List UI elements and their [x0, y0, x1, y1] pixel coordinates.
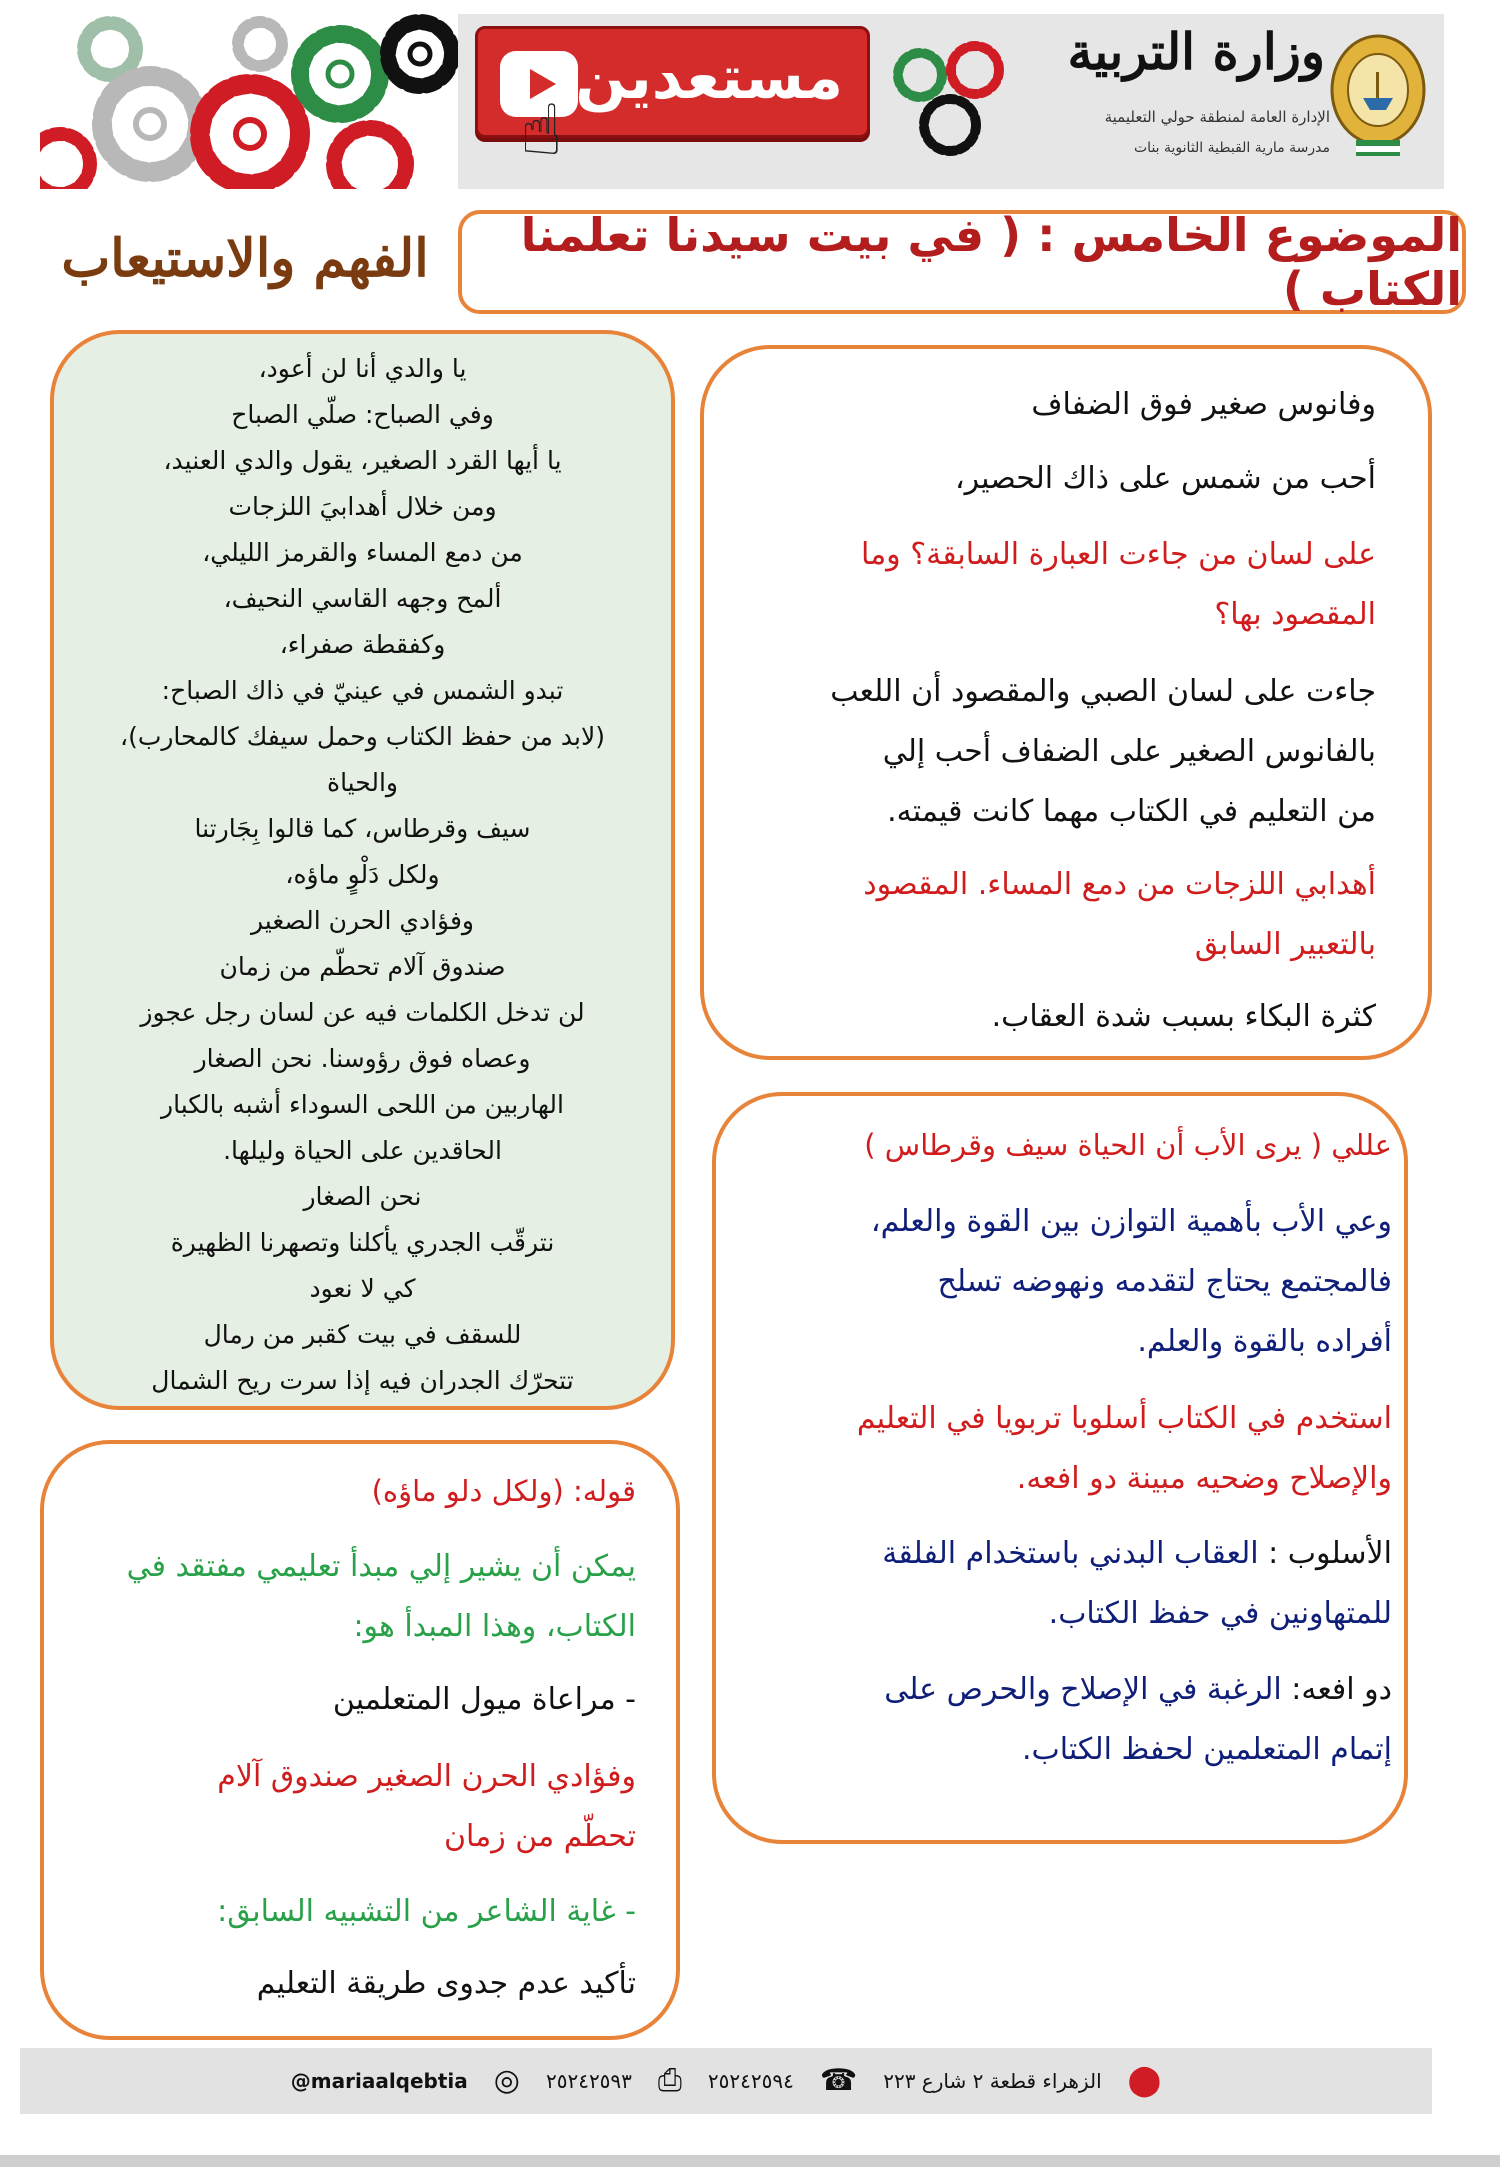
poem-line: كي لا نعود — [309, 1274, 416, 1303]
footer-fax: ٢٥٢٤٢٥٩٣ — [545, 2069, 632, 2093]
footer-phone: ٢٥٢٤٢٥٩٤ — [707, 2069, 794, 2093]
method-label: الأسلوب : — [1258, 1536, 1392, 1571]
poem-line: (لابد من حفظ الكتاب وحمل سيفك كالمحارب)، — [120, 722, 605, 751]
poem-line: ومن خلال أهدابيَ اللزجات — [228, 492, 497, 521]
motive-label: دو افعه: — [1281, 1672, 1392, 1707]
answer-1-line-3: من التعليم في الكتاب مهما كانت قيمته. — [887, 794, 1376, 829]
method-question-line-1: استخدم في الكتاب أسلوبا تربويا في التعليم — [856, 1401, 1392, 1436]
gears-icon — [40, 14, 458, 189]
verse-line-1: وفانوس صغير فوق الضفاف — [1031, 387, 1376, 422]
poem-line: والحياة — [326, 768, 399, 797]
reason-answer-line-1: وعي الأب بأهمية التوازن بين القوة والعلم، — [870, 1204, 1392, 1239]
principle-answer: - مراعاة ميول المتعلمين — [332, 1682, 636, 1717]
reason-answer-line-3: أفراده بالقوة والعلم. — [1137, 1324, 1392, 1359]
poem-line: لن تدخل الكلمات فيه عن لسان رجل عجوز — [140, 998, 585, 1027]
question-1-line-2: المقصود بها؟ — [1214, 597, 1376, 632]
location-pin-icon: ⬤ — [1127, 2063, 1162, 2098]
principle-question-line-1: يمكن أن يشير إلي مبدأ تعليمي مفتقد في — [126, 1549, 636, 1584]
answer-1-line-1: جاءت على لسان الصبي والمقصود أن اللعب — [830, 674, 1376, 709]
poem-line: سيف وقرطاس، كما قالوا بِجَارتنا — [194, 814, 531, 843]
ministry-title: وزارة التربية — [1067, 22, 1325, 81]
kuwait-emblem-icon — [1318, 28, 1438, 168]
question-2-line-2: بالتعبير السابق — [1194, 927, 1376, 962]
question-1-line-1: على لسان من جاءت العبارة السابقة؟ وما — [860, 537, 1376, 572]
simile-line-1: وفؤادي الحرن الصغير صندوق آلام — [217, 1759, 636, 1794]
question-box-1 — [700, 345, 1432, 1060]
verse-line-2: أحب من شمس على ذاك الحصير، — [954, 461, 1376, 496]
section-label: الفهم والاستيعاب — [61, 228, 429, 289]
poem-line: وكفقطة صفراء، — [279, 630, 446, 659]
poem-line: صندوق آلام تحطّم من زمان — [219, 952, 506, 981]
purpose-question: - غاية الشاعر من التشبيه السابق: — [217, 1894, 636, 1929]
quote-heading: قوله: (ولكل دلو ماؤه) — [371, 1474, 636, 1508]
poem-line: ألمح وجهه القاسي النحيف، — [223, 584, 502, 613]
gear-logo-icon — [880, 30, 1020, 170]
method-question-line-2: والإصلاح وضحيه مبينة دو افعه. — [1016, 1461, 1392, 1496]
footer-bar — [20, 2048, 1432, 2114]
footer-address: الزهراء قطعة ٢ شارع ٢٢٣ — [883, 2069, 1102, 2093]
lesson-title: الموضوع الخامس : ( في بيت سيدنا تعلمنا الكتاب ) — [458, 210, 1466, 314]
motive-line-2: إتمام المتعلمين لحفظ الكتاب. — [1021, 1732, 1392, 1767]
poem-line: تتحرّك الجدران فيه إذا سرت ريح الشمال — [151, 1366, 574, 1395]
principle-question-line-2: الكتاب، وهذا المبدأ هو: — [353, 1609, 636, 1644]
fax-icon: ⎙ — [657, 2063, 682, 2098]
simile-line-2: تحطّم من زمان — [444, 1819, 636, 1854]
reason-question: عللي ( يرى الأب أن الحياة سيف وقرطاس ) — [864, 1128, 1392, 1162]
poem-line: للسقف في بيت كقبر من رمال — [203, 1320, 522, 1349]
school-name: مدرسة مارية القبطية الثانوية بنات — [1134, 140, 1330, 156]
poem-box — [50, 330, 675, 1410]
method-text: العقاب البدني باستخدام الفلقة — [882, 1536, 1259, 1571]
bottom-divider — [0, 2155, 1500, 2167]
motive-line-1 — [884, 1672, 1392, 1707]
gears-decoration — [40, 14, 458, 189]
answer-1-line-2: بالفانوس الصغير على الضفاف أحب إلي — [882, 734, 1376, 769]
poem-line: نترقّب الجدري يأكلنا وتصهرنا الظهيرة — [170, 1228, 555, 1257]
poem-line: تبدو الشمس في عينيّ في ذاك الصباح: — [161, 676, 564, 705]
poem-line: من دمع المساء والقرمز الليلي، — [202, 538, 523, 567]
motive-text: الرغبة في الإصلاح والحرص على — [884, 1672, 1282, 1707]
method-answer-line-2: للمتهاونين في حفظ الكتاب. — [1048, 1596, 1392, 1631]
poem-line: يا أيها القرد الصغير، يقول والدي العنيد، — [163, 446, 562, 475]
poem-line: وعصاه فوق رؤوسنا. نحن الصغار — [194, 1044, 531, 1073]
poem-line: ولكل دَلْوٍ ماؤه، — [285, 860, 440, 889]
poem-line: وفي الصباح: صلّي الصباح — [231, 400, 494, 429]
poem-line: الحاقدين على الحياة وليلها. — [223, 1136, 502, 1165]
subscribe-button-label: مستعدين — [575, 43, 843, 113]
question-2-line-1: أهدابي اللزجات من دمع المساء. المقصود — [863, 867, 1376, 902]
purpose-answer: تأكيد عدم جدوى طريقة التعليم — [256, 1966, 636, 2001]
poem-line: يا والدي أنا لن أعود، — [258, 354, 467, 383]
method-answer-line-1 — [882, 1536, 1392, 1571]
footer-instagram[interactable]: @mariaalqebtia — [290, 2069, 468, 2093]
ministry-gears-logo — [880, 30, 1020, 170]
poem-line: نحن الصغار — [303, 1182, 422, 1211]
question-box-2 — [712, 1092, 1408, 1844]
phone-icon: ☎ — [819, 2063, 858, 2098]
instagram-icon[interactable]: ◎ — [493, 2063, 520, 2098]
ministry-region: الإدارة العامة لمنطقة حولي التعليمية — [1104, 108, 1330, 126]
poem-line: وفؤادي الحرن الصغير — [251, 906, 474, 935]
reason-answer-line-2: فالمجتمع يحتاج لتقدمه ونهوضه تسلح — [937, 1264, 1392, 1299]
poem-line: الهاربين من اللحى السوداء أشبه بالكبار — [161, 1090, 564, 1119]
question-box-3 — [40, 1440, 680, 2040]
answer-2: كثرة البكاء بسبب شدة العقاب. — [991, 999, 1376, 1034]
pointer-hand-icon: ☝ — [520, 89, 563, 171]
